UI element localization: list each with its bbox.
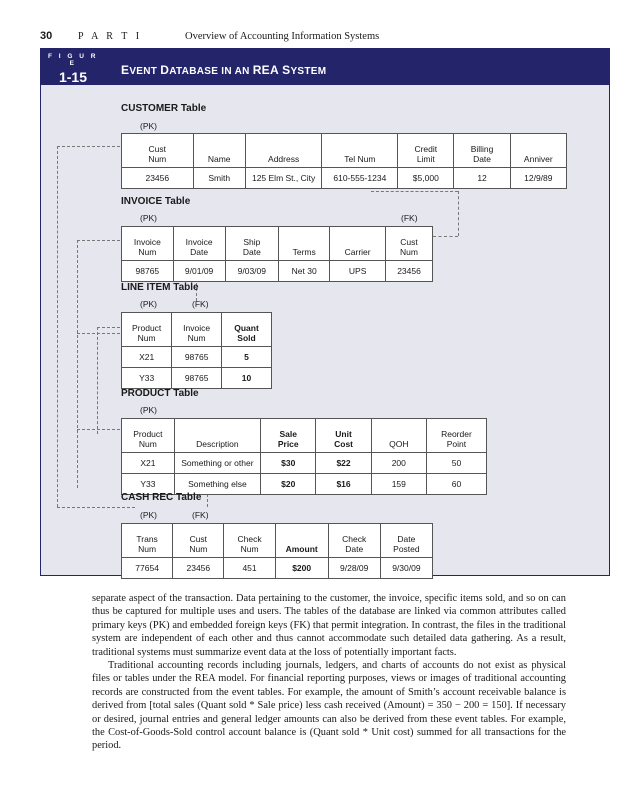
table-row	[122, 453, 487, 474]
column-header: Check Num	[224, 524, 275, 558]
pk-label: (PK)	[140, 213, 157, 223]
column-header: Date Posted	[380, 524, 432, 558]
cash-rec-table-title: CASH REC Table	[121, 492, 202, 503]
column-header: Sale Price	[261, 419, 316, 453]
column-header: Credit Limit	[398, 134, 454, 168]
table-row	[122, 261, 433, 282]
table-cell: X21	[122, 453, 175, 474]
column-header: Product Num	[122, 313, 172, 347]
figure-label	[47, 53, 99, 85]
paragraph: separate aspect of the transaction. Data pertaining to the customer, the invoice, specific items sold, and so on can thus be captured for multiple uses and users. The tables of the database are linked via common attributes called primary keys (PK) and embedded foreign keys (FK) that permit integration. In contrast, the files in the traditional system are independent of each other and thus cannot accommodate such detailed data gathering. As a result, traditional systems must summarize event data at the loss of potentially important facts.	[92, 593, 566, 658]
customer-table-title: CUSTOMER Table	[121, 103, 207, 114]
figure-title-part: VENT	[129, 66, 161, 77]
product-table-title: PRODUCT Table	[121, 388, 199, 399]
pk-label: (PK)	[140, 405, 157, 415]
table-cell: 610-555-1234	[322, 168, 398, 189]
fk-label: (FK)	[192, 510, 209, 520]
product-table	[121, 418, 487, 495]
table-cell: Smith	[193, 168, 245, 189]
table-cell: 60	[426, 474, 486, 495]
table-cell: 9/30/09	[380, 558, 432, 579]
fk-label: (FK)	[192, 299, 209, 309]
table-cell: 10	[222, 368, 272, 389]
fk-label: (FK)	[401, 213, 418, 223]
line-item-table-title: LINE ITEM Table	[121, 282, 199, 293]
table-cell: Something else	[174, 474, 260, 495]
table-cell: 98765	[172, 347, 222, 368]
column-header: Cust Num	[173, 524, 224, 558]
table-cell: 125 Elm St., City	[245, 168, 322, 189]
figure-1-15	[40, 48, 610, 576]
table-cell: Net 30	[279, 261, 330, 282]
line-item-table	[121, 312, 272, 389]
table-cell: 9/03/09	[225, 261, 279, 282]
table-cell: 50	[426, 453, 486, 474]
column-header: Unit Cost	[316, 419, 371, 453]
column-header: Cust Num	[122, 134, 194, 168]
invoice-table	[121, 226, 433, 282]
column-header: Invoice Num	[122, 227, 174, 261]
invoice-table-title: INVOICE Table	[121, 196, 191, 207]
link-line	[433, 236, 458, 237]
column-header: Tel Num	[322, 134, 398, 168]
running-title: Overview of Accounting Information Systems	[185, 31, 380, 42]
table-cell: $22	[316, 453, 371, 474]
table-cell: 451	[224, 558, 275, 579]
column-header: Quant Sold	[222, 313, 272, 347]
column-header: Address	[245, 134, 322, 168]
figure-title	[121, 63, 326, 77]
table-cell: $20	[261, 474, 316, 495]
table-cell: X21	[122, 347, 172, 368]
table-cell: Y33	[122, 474, 175, 495]
pk-label: (PK)	[140, 299, 157, 309]
table-row	[122, 168, 567, 189]
link-line	[97, 327, 98, 434]
pk-label: (PK)	[140, 121, 157, 131]
table-cell: Something or other	[174, 453, 260, 474]
figure-title-part: ATABASE IN AN	[169, 66, 253, 77]
column-header: Invoice Date	[173, 227, 225, 261]
figure-title-part: D	[160, 63, 170, 77]
table-cell: $200	[275, 558, 328, 579]
column-header: QOH	[371, 419, 426, 453]
column-header: Description	[174, 419, 260, 453]
table-cell: 9/28/09	[328, 558, 380, 579]
link-line	[57, 146, 58, 507]
pk-label: (PK)	[140, 510, 157, 520]
table-header-row	[122, 134, 567, 168]
column-header: Cust Num	[386, 227, 433, 261]
paragraph: Traditional accounting records including journals, ledgers, and charts of accounts do not exist as physical files or tables under the REA model. For financial reporting purposes, views or images of traditional accounting records are constructed from the event tables. For example, the amount of Smith’s account receivable balance is derived from [total sales (Quant sold * Sale price) less cash received (Amount) = 350 − 200 = 150]. If necessary or desired, journal entries and general ledger amounts can also be derived from these event tables. For example, the Cost-of-Goods-Sold control account balance is (Quant sold * Unit cost) summed for all transactions for the period.	[92, 660, 566, 752]
column-header: Name	[193, 134, 245, 168]
table-cell: 159	[371, 474, 426, 495]
body-text	[92, 592, 566, 753]
column-header: Amount	[275, 524, 328, 558]
part-label: P A R T I	[78, 31, 143, 42]
figure-title-part: E	[121, 63, 130, 77]
table-cell: 200	[371, 453, 426, 474]
column-header: Reorder Point	[426, 419, 486, 453]
page-number: 30	[40, 30, 53, 42]
figure-title-band	[41, 49, 609, 85]
figure-title-part: REA S	[252, 63, 291, 77]
column-header: Ship Date	[225, 227, 279, 261]
figure-word: F I G U R E	[48, 53, 98, 67]
figure-title-part: YSTEM	[290, 66, 327, 77]
table-header-row	[122, 524, 433, 558]
table-cell: 23456	[173, 558, 224, 579]
table-header-row	[122, 313, 272, 347]
column-header: Product Num	[122, 419, 175, 453]
table-cell: 98765	[172, 368, 222, 389]
column-header: Billing Date	[454, 134, 510, 168]
column-header: Carrier	[330, 227, 386, 261]
table-cell: 9/01/09	[173, 261, 225, 282]
column-header: Invoice Num	[172, 313, 222, 347]
customer-table	[121, 133, 567, 189]
page-header	[40, 30, 599, 46]
table-cell: 23456	[122, 168, 194, 189]
link-line	[458, 191, 459, 236]
table-cell: $16	[316, 474, 371, 495]
table-header-row	[122, 419, 487, 453]
table-row	[122, 347, 272, 368]
link-line	[57, 507, 135, 508]
column-header: Check Date	[328, 524, 380, 558]
link-line	[371, 191, 458, 192]
table-cell: 5	[222, 347, 272, 368]
table-cell: 12/9/89	[510, 168, 566, 189]
table-cell: $5,000	[398, 168, 454, 189]
table-header-row	[122, 227, 433, 261]
table-cell: 23456	[386, 261, 433, 282]
link-line	[77, 240, 78, 488]
figure-number: 1-15	[58, 69, 88, 85]
column-header: Anniver	[510, 134, 566, 168]
table-cell: $30	[261, 453, 316, 474]
table-row	[122, 558, 433, 579]
table-cell: 12	[454, 168, 510, 189]
cash-rec-table	[121, 523, 433, 579]
table-row	[122, 368, 272, 389]
table-cell: 98765	[122, 261, 174, 282]
column-header: Trans Num	[122, 524, 173, 558]
column-header: Terms	[279, 227, 330, 261]
table-cell: Y33	[122, 368, 172, 389]
table-cell: UPS	[330, 261, 386, 282]
table-cell: 77654	[122, 558, 173, 579]
